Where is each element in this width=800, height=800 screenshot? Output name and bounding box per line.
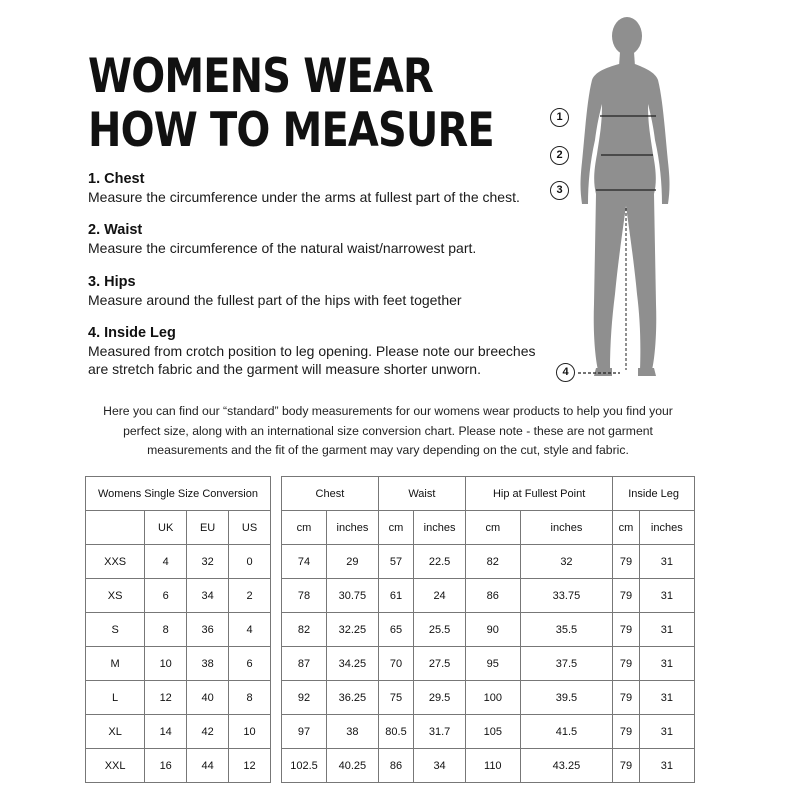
- group-header-waist: Waist: [378, 477, 465, 511]
- table-cell: 32.25: [327, 613, 379, 647]
- table-cell: 4: [229, 613, 271, 647]
- unit-header: inches: [327, 511, 379, 545]
- table-cell: 30.75: [327, 579, 379, 613]
- table-cell: 31: [639, 545, 694, 579]
- table-cell: 10: [229, 715, 271, 749]
- table-cell: 87: [282, 647, 327, 681]
- table-cell: 10: [145, 647, 187, 681]
- table-cell: 38: [327, 715, 379, 749]
- instruction-text: Measure around the fullest part of the hips with feet together: [88, 292, 462, 308]
- table-cell: 79: [613, 647, 639, 681]
- table-cell: 44: [187, 749, 229, 783]
- instruction-text: Measured from crotch position to leg opening. Please note our breeches are stretch fabric and the garment will measure shorter unworn.: [88, 343, 536, 377]
- table-row: [86, 579, 271, 613]
- table-cell: M: [86, 647, 145, 681]
- instruction-hips: [88, 273, 462, 309]
- table-cell: 82: [465, 545, 520, 579]
- table-cell: 35.5: [520, 613, 613, 647]
- table-row: [86, 715, 271, 749]
- table-row: [282, 579, 695, 613]
- unit-header: inches: [639, 511, 694, 545]
- table-row: [282, 545, 695, 579]
- table-row: [282, 613, 695, 647]
- table-cell: 40: [187, 681, 229, 715]
- table-cell: 110: [465, 749, 520, 783]
- unit-header: cm: [465, 511, 520, 545]
- marker-chest: 1: [550, 108, 569, 127]
- table-cell: 92: [282, 681, 327, 715]
- title-line-1: WOMENS WEAR: [88, 49, 433, 104]
- table-cell: 41.5: [520, 715, 613, 749]
- table-cell: 57: [378, 545, 413, 579]
- table-row: [86, 647, 271, 681]
- marker-waist: 2: [550, 146, 569, 165]
- unit-header: cm: [378, 511, 413, 545]
- table-cell: 31: [639, 749, 694, 783]
- table-cell: 79: [613, 715, 639, 749]
- table-cell: 105: [465, 715, 520, 749]
- instruction-inside-leg: [88, 324, 558, 378]
- table-cell: 36: [187, 613, 229, 647]
- table-cell: 86: [465, 579, 520, 613]
- table-row: [86, 681, 271, 715]
- instruction-waist: [88, 221, 476, 257]
- table-cell: 79: [613, 545, 639, 579]
- table-cell: 31: [639, 681, 694, 715]
- table-cell: 12: [229, 749, 271, 783]
- size-conversion-table: [85, 476, 271, 783]
- table-cell: 95: [465, 647, 520, 681]
- instruction-heading: 4. Inside Leg: [88, 325, 176, 341]
- table-cell: 79: [613, 749, 639, 783]
- instruction-heading: 3. Hips: [88, 274, 136, 290]
- table-cell: 97: [282, 715, 327, 749]
- table-cell: 42: [187, 715, 229, 749]
- unit-header: inches: [414, 511, 466, 545]
- table-cell: 39.5: [520, 681, 613, 715]
- column-header: US: [229, 511, 271, 545]
- table-cell: 38: [187, 647, 229, 681]
- table-cell: 12: [145, 681, 187, 715]
- table-cell: 8: [229, 681, 271, 715]
- table-cell: 31.7: [414, 715, 466, 749]
- table-cell: 34: [414, 749, 466, 783]
- table-cell: 90: [465, 613, 520, 647]
- measurement-rows: [282, 545, 695, 783]
- table-cell: 32: [520, 545, 613, 579]
- table-cell: 43.25: [520, 749, 613, 783]
- table-row: [86, 545, 271, 579]
- table-cell: 2: [229, 579, 271, 613]
- marker-hips: 3: [550, 181, 569, 200]
- table-cell: 32: [187, 545, 229, 579]
- table-cell: 16: [145, 749, 187, 783]
- title-line-2: HOW TO MEASURE: [88, 103, 494, 158]
- table-cell: 33.75: [520, 579, 613, 613]
- table-cell: 6: [145, 579, 187, 613]
- table-cell: 86: [378, 749, 413, 783]
- table-cell: 65: [378, 613, 413, 647]
- group-header-chest: Chest: [282, 477, 379, 511]
- instruction-chest: [88, 170, 520, 206]
- table-cell: 31: [639, 613, 694, 647]
- unit-header: inches: [520, 511, 613, 545]
- table-cell: 61: [378, 579, 413, 613]
- table-cell: 27.5: [414, 647, 466, 681]
- table-row: [282, 681, 695, 715]
- table-row: [282, 647, 695, 681]
- instruction-text: Measure the circumference of the natural waist/narrowest part.: [88, 240, 477, 256]
- table-cell: 102.5: [282, 749, 327, 783]
- table-cell: 80.5: [378, 715, 413, 749]
- instruction-heading: 1. Chest: [88, 171, 145, 187]
- table-cell: 31: [639, 647, 694, 681]
- table-cell: 29.5: [414, 681, 466, 715]
- table-cell: 31: [639, 579, 694, 613]
- unit-header: cm: [613, 511, 639, 545]
- table-cell: L: [86, 681, 145, 715]
- table-cell: 31: [639, 715, 694, 749]
- table-cell: 82: [282, 613, 327, 647]
- table-cell: 36.25: [327, 681, 379, 715]
- table-cell: 34.25: [327, 647, 379, 681]
- table-cell: 40.25: [327, 749, 379, 783]
- body-figure: [540, 12, 700, 387]
- table-cell: 100: [465, 681, 520, 715]
- group-header-hip: Hip at Fullest Point: [465, 477, 612, 511]
- table-cell: 70: [378, 647, 413, 681]
- table-cell: XL: [86, 715, 145, 749]
- table-cell: XXL: [86, 749, 145, 783]
- table-cell: 8: [145, 613, 187, 647]
- body-measurements-table: [281, 476, 695, 783]
- group-header-inside-leg: Inside Leg: [613, 477, 695, 511]
- table-cell: 25.5: [414, 613, 466, 647]
- table-row: [282, 749, 695, 783]
- table-cell: 34: [187, 579, 229, 613]
- table-cell: 14: [145, 715, 187, 749]
- table-row: [282, 715, 695, 749]
- table-cell: 79: [613, 613, 639, 647]
- unit-header: cm: [282, 511, 327, 545]
- table-cell: 37.5: [520, 647, 613, 681]
- table-cell: 79: [613, 579, 639, 613]
- table-cell: 24: [414, 579, 466, 613]
- instruction-text: Measure the circumference under the arms at fullest part of the chest.: [88, 189, 520, 205]
- table-cell: XXS: [86, 545, 145, 579]
- table-row: [86, 749, 271, 783]
- table-cell: 79: [613, 681, 639, 715]
- body-silhouette: [540, 12, 700, 387]
- table-cell: 0: [229, 545, 271, 579]
- instruction-heading: 2. Waist: [88, 222, 143, 238]
- table-cell: 22.5: [414, 545, 466, 579]
- page-title: [88, 50, 494, 158]
- intro-text: Here you can find our “standard” body measurements for our womens wear products to help you find your perfect size, along with an international size conversion chart. Please note - these are not garment measurements and the fit of the garment may vary depending on the cut, style and fabric.: [103, 404, 673, 457]
- table-cell: S: [86, 613, 145, 647]
- column-header: [86, 511, 145, 545]
- column-header: UK: [145, 511, 187, 545]
- table-cell: XS: [86, 579, 145, 613]
- table-cell: 4: [145, 545, 187, 579]
- column-header: EU: [187, 511, 229, 545]
- table-row: [86, 613, 271, 647]
- table-cell: 6: [229, 647, 271, 681]
- table-cell: 29: [327, 545, 379, 579]
- table-cell: 74: [282, 545, 327, 579]
- table-cell: 78: [282, 579, 327, 613]
- conversion-title: Womens Single Size Conversion: [86, 477, 271, 511]
- conversion-rows: [86, 545, 271, 783]
- table-cell: 75: [378, 681, 413, 715]
- marker-inside-leg: 4: [556, 363, 575, 382]
